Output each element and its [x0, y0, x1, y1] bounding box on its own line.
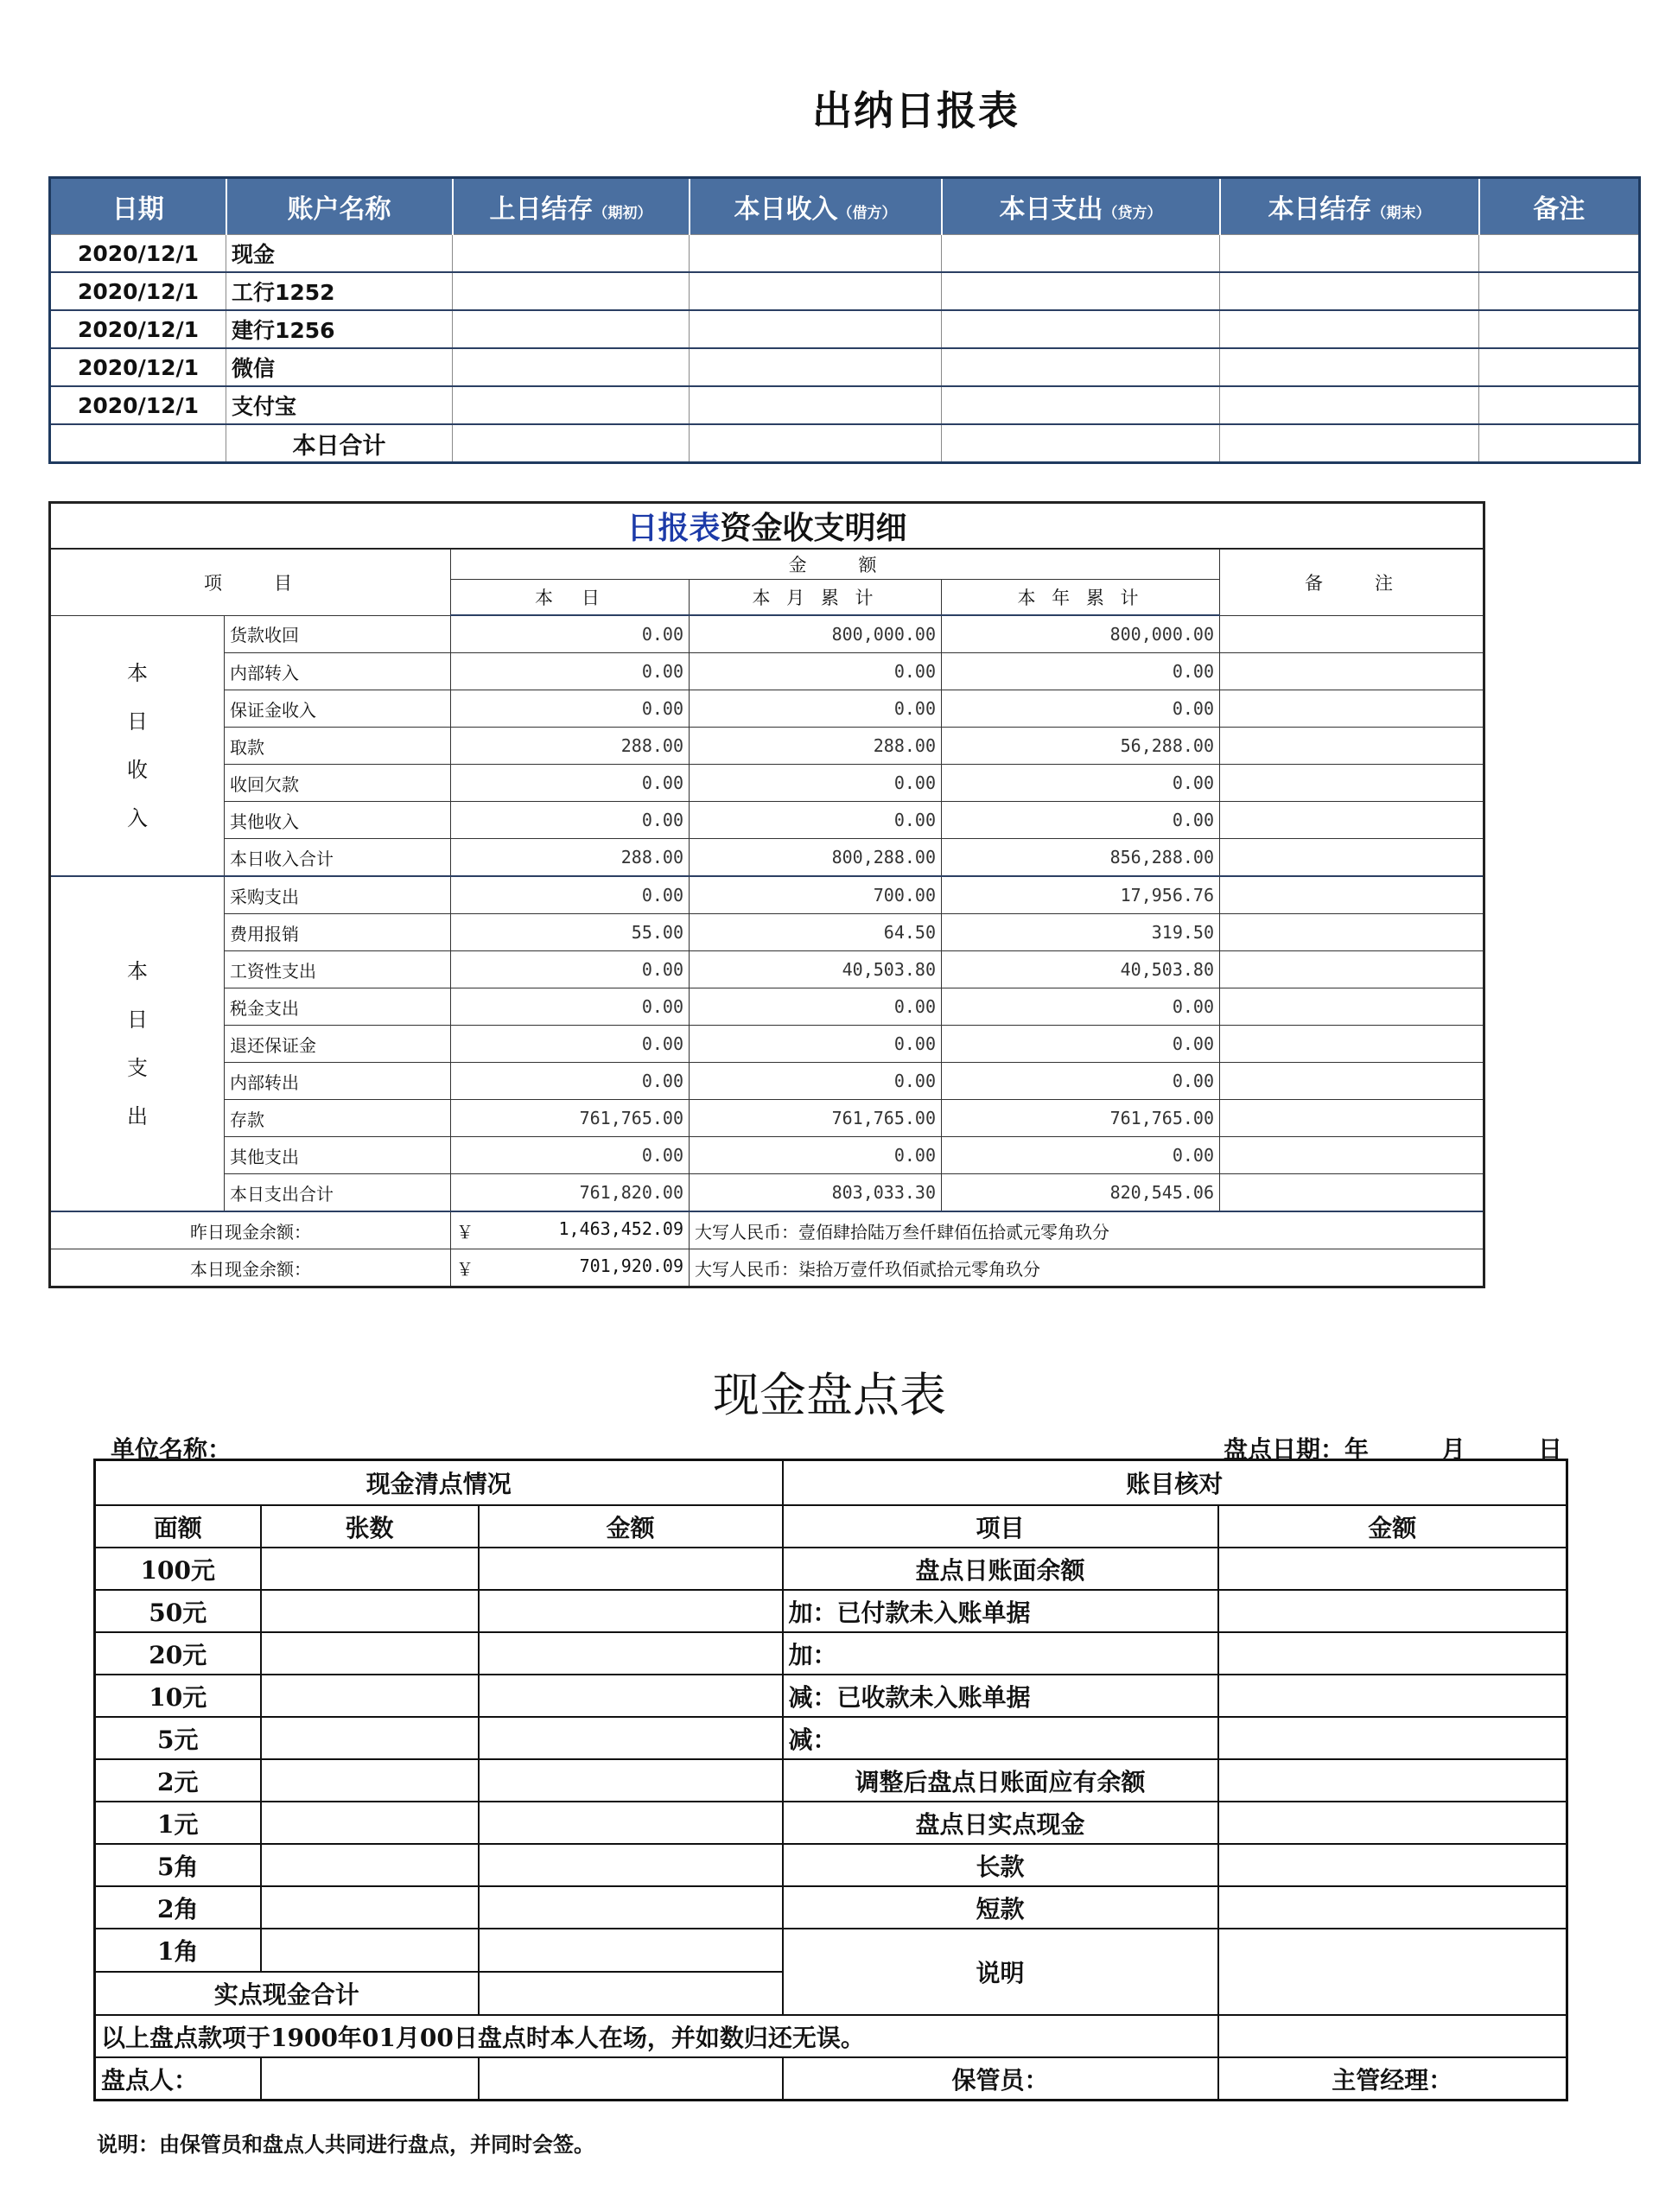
balance-amount [451, 1211, 690, 1249]
col-year: 本 年 累 计 [942, 580, 1220, 616]
remark-cell[interactable] [1220, 839, 1484, 877]
check-amount[interactable] [1218, 1632, 1567, 1675]
year-value: 800,000.00 [942, 615, 1220, 653]
detail-row [50, 951, 1484, 988]
count-cell[interactable] [261, 1590, 479, 1632]
detail-row [50, 1174, 1484, 1212]
value-cell[interactable] [1479, 310, 1640, 348]
year-value: 0.00 [942, 653, 1220, 690]
item-label: 其他支出 [225, 1137, 451, 1174]
today-value: 55.00 [451, 914, 690, 951]
detail-row [50, 615, 1484, 653]
remark-cell[interactable] [1220, 951, 1484, 988]
item-label: 内部转出 [225, 1063, 451, 1100]
value-cell[interactable] [1220, 310, 1479, 348]
check-item: 加：已付款未入账单据 [783, 1590, 1218, 1632]
detail-row [50, 876, 1484, 914]
today-value: 0.00 [451, 1063, 690, 1100]
cash-status-header: 现金清点情况 [95, 1460, 783, 1506]
remark-cell[interactable] [1220, 765, 1484, 802]
check-amount[interactable] [1218, 1759, 1567, 1802]
table-row [50, 348, 1640, 386]
remark-cell[interactable] [1220, 1100, 1484, 1137]
currency-symbol: ￥ [456, 1258, 474, 1280]
footer-note: 说明：由保管员和盘点人共同进行盘点，并同时会签。 [97, 2132, 594, 2157]
value-cell[interactable] [1220, 348, 1479, 386]
detail-row [50, 690, 1484, 728]
blank-cell [479, 2057, 783, 2101]
balance-label: 昨日现金余额： [50, 1211, 451, 1249]
header-expense: 本日支出（贷方） [942, 178, 1220, 235]
denomination-cell: 2角 [95, 1886, 261, 1929]
value-cell[interactable] [453, 386, 690, 424]
daily-total-label: 本日合计 [226, 424, 453, 463]
value-cell[interactable] [1220, 386, 1479, 424]
count-cell[interactable] [261, 1759, 479, 1802]
month-value: 288.00 [690, 728, 942, 765]
value-cell[interactable] [942, 348, 1220, 386]
remark-cell[interactable] [1220, 914, 1484, 951]
cash-row [95, 1590, 1567, 1632]
count-cell[interactable] [261, 1632, 479, 1675]
year-value: 0.00 [942, 988, 1220, 1026]
balance-value: 1,463,452.09 [558, 1217, 683, 1239]
check-amount[interactable] [1218, 1548, 1567, 1590]
fund-detail-title: 日报表资金收支明细 [50, 503, 1484, 550]
check-item: 短款 [783, 1886, 1218, 1929]
remark-cell[interactable] [1220, 1063, 1484, 1100]
item-label: 税金支出 [225, 988, 451, 1026]
amount-header: 金 额 [451, 549, 1220, 580]
denomination-cell: 1元 [95, 1802, 261, 1844]
item-label: 工资性支出 [225, 951, 451, 988]
month-value: 0.00 [690, 1026, 942, 1063]
amount-cell[interactable] [479, 1759, 783, 1802]
check-item: 盘点日实点现金 [783, 1802, 1218, 1844]
remark-cell[interactable] [1220, 728, 1484, 765]
denomination-cell: 10元 [95, 1675, 261, 1717]
account-cell: 现金 [226, 235, 453, 273]
account-cell: 支付宝 [226, 386, 453, 424]
total-row [50, 424, 1640, 463]
detail-row [50, 1100, 1484, 1137]
table-row [50, 310, 1640, 348]
balance-value: 701,920.09 [579, 1255, 683, 1276]
cash-count-title: 现金盘点表 [713, 1368, 946, 1422]
unit-name-label: 单位名称： [111, 1435, 232, 1464]
month-value: 0.00 [690, 1063, 942, 1100]
value-cell[interactable] [942, 310, 1220, 348]
empty-cell [50, 424, 226, 463]
cash-total-label: 实点现金合计 [95, 1972, 479, 2015]
item-label: 取款 [225, 728, 451, 765]
value-cell[interactable] [1220, 424, 1479, 463]
amount-cell[interactable] [479, 1548, 783, 1590]
check-amount[interactable] [1218, 1802, 1567, 1844]
today-value: 0.00 [451, 1137, 690, 1174]
today-value: 288.00 [451, 839, 690, 877]
value-cell[interactable] [942, 272, 1220, 310]
month-value: 0.00 [690, 988, 942, 1026]
date-cell: 2020/12/1 [50, 386, 226, 424]
date-cell: 2020/12/1 [50, 348, 226, 386]
year-value: 17,956.76 [942, 876, 1220, 914]
count-cell[interactable] [261, 1717, 479, 1759]
today-value: 0.00 [451, 653, 690, 690]
cash-row [95, 1675, 1567, 1717]
signature-row [95, 2057, 1567, 2101]
remark-header: 备 注 [1220, 549, 1484, 615]
balance-label: 本日现金余额： [50, 1249, 451, 1287]
cash-row [95, 1632, 1567, 1675]
today-value: 0.00 [451, 988, 690, 1026]
detail-row [50, 914, 1484, 951]
today-value: 0.00 [451, 615, 690, 653]
today-value: 0.00 [451, 1026, 690, 1063]
year-value: 0.00 [942, 1063, 1220, 1100]
detail-row [50, 728, 1484, 765]
month-value: 800,000.00 [690, 615, 942, 653]
currency-symbol: ￥ [456, 1221, 474, 1243]
check-item: 减： [783, 1717, 1218, 1759]
item-label: 存款 [225, 1100, 451, 1137]
value-cell[interactable] [1479, 235, 1640, 273]
amount-cell[interactable] [479, 1929, 783, 1972]
check-item: 加： [783, 1632, 1218, 1675]
detail-row [50, 1137, 1484, 1174]
value-cell[interactable] [690, 310, 942, 348]
count-cell[interactable] [261, 1886, 479, 1929]
today-value: 0.00 [451, 802, 690, 839]
denomination-cell: 20元 [95, 1632, 261, 1675]
denom-header: 面额 [95, 1505, 261, 1548]
prev-balance-row [50, 1211, 1484, 1249]
item-header: 项目 [783, 1505, 1218, 1548]
header-end-balance: 本日结存（期末） [1220, 178, 1479, 235]
value-cell[interactable] [1479, 386, 1640, 424]
value-cell[interactable] [453, 348, 690, 386]
check-amount[interactable] [1218, 1590, 1567, 1632]
count-date-label: 盘点日期：年 月 日 [1223, 1435, 1562, 1464]
header-account: 账户名称 [226, 178, 453, 235]
detail-row [50, 839, 1484, 877]
month-value: 803,033.30 [690, 1174, 942, 1212]
daily-header-row [50, 178, 1640, 235]
table-row [50, 386, 1640, 424]
today-value: 0.00 [451, 765, 690, 802]
year-value: 0.00 [942, 690, 1220, 728]
count-cell[interactable] [261, 1802, 479, 1844]
cash-row [95, 1802, 1567, 1844]
year-value: 56,288.00 [942, 728, 1220, 765]
detail-row [50, 1026, 1484, 1063]
cash-count-table [93, 1459, 1568, 2101]
year-value: 40,503.80 [942, 951, 1220, 988]
amount-cell[interactable] [479, 1802, 783, 1844]
today-value: 761,820.00 [451, 1174, 690, 1212]
year-value: 0.00 [942, 802, 1220, 839]
account-check-header: 账目核对 [783, 1460, 1567, 1506]
remark-cell[interactable] [1220, 876, 1484, 914]
header-date: 日期 [50, 178, 226, 235]
value-cell[interactable] [1220, 235, 1479, 273]
value-cell[interactable] [453, 310, 690, 348]
denomination-cell: 5元 [95, 1717, 261, 1759]
value-cell[interactable] [1479, 424, 1640, 463]
value-cell[interactable] [690, 272, 942, 310]
value-cell[interactable] [690, 386, 942, 424]
amount-cell[interactable] [479, 1675, 783, 1717]
account-cell: 微信 [226, 348, 453, 386]
remark-cell[interactable] [1220, 615, 1484, 653]
value-cell[interactable] [453, 424, 690, 463]
count-header: 张数 [261, 1505, 479, 1548]
detail-row [50, 1063, 1484, 1100]
item-label: 内部转入 [225, 653, 451, 690]
amount-cell[interactable] [479, 1844, 783, 1886]
count-cell[interactable] [261, 1548, 479, 1590]
item-label: 收回欠款 [225, 765, 451, 802]
value-cell[interactable] [1479, 348, 1640, 386]
value-cell[interactable] [690, 424, 942, 463]
check-item: 盘点日账面余额 [783, 1548, 1218, 1590]
counter-label: 盘点人： [95, 2057, 261, 2101]
statement-text: 以上盘点款项于1900年01月00日盘点时本人在场，并如数归还无误。 [95, 2015, 1218, 2057]
item-label: 保证金收入 [225, 690, 451, 728]
value-cell[interactable] [1220, 272, 1479, 310]
amount-in-words: 大写人民币：壹佰肆拾陆万叁仟肆佰伍拾贰元零角玖分 [690, 1211, 1484, 1249]
item-label: 其他收入 [225, 802, 451, 839]
cash-row [95, 1886, 1567, 1929]
amount-cell[interactable] [479, 1717, 783, 1759]
item-label: 货款收回 [225, 615, 451, 653]
remark-cell[interactable] [1220, 653, 1484, 690]
today-value: 288.00 [451, 728, 690, 765]
detail-row [50, 802, 1484, 839]
statement-blank [1218, 2015, 1567, 2057]
month-value: 761,765.00 [690, 1100, 942, 1137]
check-amount[interactable] [1218, 1886, 1567, 1929]
denomination-cell: 50元 [95, 1590, 261, 1632]
curr-balance-row [50, 1249, 1484, 1287]
cash-row [95, 1548, 1567, 1590]
today-value: 0.00 [451, 951, 690, 988]
detail-row [50, 988, 1484, 1026]
remark-cell[interactable] [1220, 690, 1484, 728]
year-value: 0.00 [942, 765, 1220, 802]
item-label: 费用报销 [225, 914, 451, 951]
statement-row [95, 2015, 1567, 2057]
value-cell[interactable] [453, 272, 690, 310]
remark-cell[interactable] [1220, 1026, 1484, 1063]
table-row [50, 272, 1640, 310]
col-month: 本 月 累 计 [690, 580, 942, 616]
value-cell[interactable] [1479, 272, 1640, 310]
month-value: 0.00 [690, 653, 942, 690]
item-label: 采购支出 [225, 876, 451, 914]
month-value: 0.00 [690, 802, 942, 839]
explain-value[interactable] [1218, 1929, 1567, 2015]
value-cell[interactable] [690, 235, 942, 273]
count-cell[interactable] [261, 1844, 479, 1886]
remark-cell[interactable] [1220, 802, 1484, 839]
header-income: 本日收入（借方） [690, 178, 942, 235]
cash-row [95, 1844, 1567, 1886]
date-cell: 2020/12/1 [50, 235, 226, 273]
month-value: 0.00 [690, 1137, 942, 1174]
amount-cell[interactable] [479, 1632, 783, 1675]
detail-row [50, 653, 1484, 690]
expense-group-label: 本 日 支 出 [50, 876, 225, 1211]
year-value: 319.50 [942, 914, 1220, 951]
value-cell[interactable] [942, 235, 1220, 273]
today-value: 0.00 [451, 876, 690, 914]
header-remark: 备注 [1479, 178, 1640, 235]
cash-row [95, 1929, 1567, 1972]
date-cell: 2020/12/1 [50, 272, 226, 310]
cash-row [95, 1759, 1567, 1802]
value-cell[interactable] [942, 424, 1220, 463]
col-today: 本 日 [451, 580, 690, 616]
item-label: 本日收入合计 [225, 839, 451, 877]
account-cell: 工行1252 [226, 272, 453, 310]
month-value: 64.50 [690, 914, 942, 951]
year-value: 856,288.00 [942, 839, 1220, 877]
remark-cell[interactable] [1220, 1174, 1484, 1212]
check-amount[interactable] [1218, 1717, 1567, 1759]
value-cell[interactable] [942, 386, 1220, 424]
keeper-label: 保管员： [783, 2057, 1218, 2101]
balance-amount [451, 1249, 690, 1287]
amount-header: 金额 [479, 1505, 783, 1548]
check-item: 长款 [783, 1844, 1218, 1886]
income-group-label: 本 日 收 入 [50, 615, 225, 876]
year-value: 0.00 [942, 1137, 1220, 1174]
amount-cell[interactable] [479, 1886, 783, 1929]
item-label: 退还保证金 [225, 1026, 451, 1063]
daily-report-table [48, 176, 1641, 464]
header-prev-balance: 上日结存（期初） [453, 178, 690, 235]
detail-row [50, 765, 1484, 802]
item-label: 本日支出合计 [225, 1174, 451, 1212]
amount-in-words: 大写人民币：柒拾万壹仟玖佰贰拾元零角玖分 [690, 1249, 1484, 1287]
today-value: 761,765.00 [451, 1100, 690, 1137]
amount-cell[interactable] [479, 1590, 783, 1632]
today-value: 0.00 [451, 690, 690, 728]
check-amount[interactable] [1218, 1844, 1567, 1886]
year-value: 820,545.06 [942, 1174, 1220, 1212]
unit-date-row [111, 1431, 1562, 1462]
explain-label: 说明 [783, 1929, 1218, 2015]
daily-report-link[interactable]: 日报表 [626, 511, 721, 546]
month-value: 40,503.80 [690, 951, 942, 988]
denomination-cell: 1角 [95, 1929, 261, 1972]
remark-cell[interactable] [1220, 1137, 1484, 1174]
check-item: 调整后盘点日账面应有余额 [783, 1759, 1218, 1802]
year-value: 0.00 [942, 1026, 1220, 1063]
daily-report-title: 出纳日报表 [812, 87, 1020, 134]
counter-sign[interactable] [261, 2057, 479, 2101]
account-cell: 建行1256 [226, 310, 453, 348]
month-value: 700.00 [690, 876, 942, 914]
count-cell[interactable] [261, 1929, 479, 1972]
date-cell: 2020/12/1 [50, 310, 226, 348]
item-header: 项 目 [50, 549, 451, 615]
month-value: 800,288.00 [690, 839, 942, 877]
denomination-cell: 2元 [95, 1759, 261, 1802]
month-value: 0.00 [690, 765, 942, 802]
month-value: 0.00 [690, 690, 942, 728]
remark-cell[interactable] [1220, 988, 1484, 1026]
count-cell[interactable] [261, 1675, 479, 1717]
amount2-header: 金额 [1218, 1505, 1567, 1548]
value-cell[interactable] [453, 235, 690, 273]
fund-detail-table [48, 501, 1485, 1288]
check-amount[interactable] [1218, 1675, 1567, 1717]
manager-label: 主管经理： [1218, 2057, 1567, 2101]
check-item: 减：已收款未入账单据 [783, 1675, 1218, 1717]
table-row [50, 235, 1640, 273]
value-cell[interactable] [690, 348, 942, 386]
denomination-cell: 100元 [95, 1548, 261, 1590]
denomination-cell: 5角 [95, 1844, 261, 1886]
cash-total-value[interactable] [479, 1972, 783, 2015]
cash-row [95, 1717, 1567, 1759]
year-value: 761,765.00 [942, 1100, 1220, 1137]
